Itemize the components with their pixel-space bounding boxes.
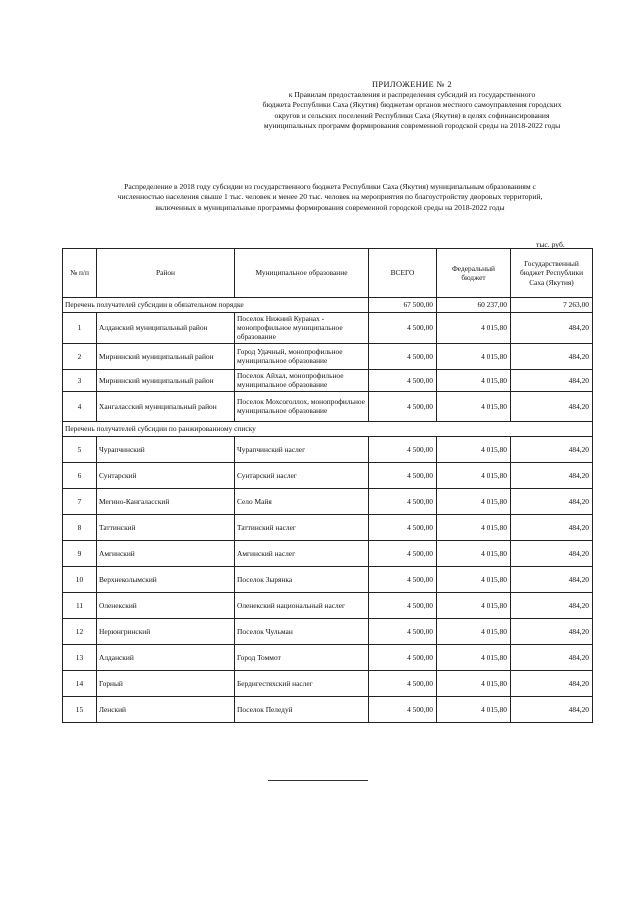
row-municipality: Поселок Чульман [235,618,369,644]
row-federal: 4 015,80 [437,343,511,369]
section-ranked-label: Перечень получателей субсидии по ранжированному списку [63,421,593,436]
row-total: 4 500,00 [369,514,437,540]
row-total: 4 500,00 [369,343,437,369]
row-federal: 4 015,80 [437,462,511,488]
section-mandatory-federal: 60 237,00 [437,298,511,313]
row-municipality: Город Удачный, монопрофильное муниципальное образование [235,343,369,369]
row-federal: 4 015,80 [437,514,511,540]
row-num: 6 [63,462,97,488]
table-row [63,696,593,722]
row-num: 8 [63,514,97,540]
row-municipality: Бердигестяхский наслег [235,670,369,696]
header-municipality: Муниципальное образование [235,249,369,298]
row-num: 14 [63,670,97,696]
table-row [63,391,593,421]
row-total: 4 500,00 [369,391,437,421]
appendix-title: ПРИЛОЖЕНИЕ № 2 [371,80,453,89]
row-district: Ленский [97,696,235,722]
row-federal: 4 015,80 [437,436,511,462]
section-mandatory-row [63,298,593,313]
table-row [63,644,593,670]
row-total: 4 500,00 [369,369,437,391]
row-district: Горный [97,670,235,696]
row-total: 4 500,00 [369,540,437,566]
appendix-line: бюджета Республики Саха (Якутия) бюджетам органов местного самоуправления городских [262,100,562,110]
appendix-line: к Правилам предоставления и распределения субсидий из государственного [288,90,536,100]
row-republic: 484,20 [511,436,593,462]
row-republic: 484,20 [511,618,593,644]
distribution-title [80,182,580,213]
row-num: 15 [63,696,97,722]
section-ranked-row [63,421,593,436]
row-federal: 4 015,80 [437,313,511,344]
row-district: Хангаласский муниципальный район [97,391,235,421]
row-federal: 4 015,80 [437,540,511,566]
row-municipality: Сунтарский наслег [235,462,369,488]
row-district: Алданский [97,644,235,670]
table-row [63,343,593,369]
row-federal: 4 015,80 [437,488,511,514]
row-republic: 484,20 [511,343,593,369]
row-num: 4 [63,391,97,421]
header-total: ВСЕГО [369,249,437,298]
row-district: Нерюнгринский [97,618,235,644]
row-num: 9 [63,540,97,566]
appendix-header [222,80,602,131]
row-num: 10 [63,566,97,592]
row-num: 5 [63,436,97,462]
row-republic: 484,20 [511,540,593,566]
row-district: Верхнеколымский [97,566,235,592]
table-row [63,488,593,514]
row-district: Таттинский [97,514,235,540]
row-federal: 4 015,80 [437,644,511,670]
row-federal: 4 015,80 [437,592,511,618]
row-district: Сунтарский [97,462,235,488]
row-total: 4 500,00 [369,566,437,592]
row-total: 4 500,00 [369,618,437,644]
row-republic: 484,20 [511,514,593,540]
row-municipality: Амгинский наслег [235,540,369,566]
row-republic: 484,20 [511,313,593,344]
units-label: тыс. руб. [536,240,565,249]
table-row [63,670,593,696]
intro-line: Распределение в 2018 году субсидии из государственного бюджета Республики Саха (Якутия) муниципальным образованиям с [124,182,536,191]
table-row [63,514,593,540]
table-row [63,566,593,592]
row-municipality: Поселок Нижний Куранах - монопрофильное муниципальное образование [235,313,369,344]
table-row [63,592,593,618]
row-num: 1 [63,313,97,344]
row-municipality: Чурапчинский наслег [235,436,369,462]
appendix-line: муниципальных программ формирования современной городской среды на 2018-2022 годы [263,120,561,130]
intro-line: численностью населения свыше 1 тыс. человек и менее 20 тыс. человек на мероприятия по благоустройству дворовых территорий, [117,192,543,202]
row-num: 11 [63,592,97,618]
row-federal: 4 015,80 [437,670,511,696]
row-district: Оленекский [97,592,235,618]
row-district: Чурапчинский [97,436,235,462]
row-municipality: Поселок Айхал, монопрофильное муниципальное образование [235,369,369,391]
header-num: № п/п [63,249,97,298]
section-mandatory-total: 67 500,00 [369,298,437,313]
row-municipality: Город Томмот [235,644,369,670]
table-row [63,436,593,462]
header-federal: Федеральный бюджет [437,249,511,298]
row-municipality: Таттинский наслег [235,514,369,540]
row-total: 4 500,00 [369,462,437,488]
row-republic: 484,20 [511,696,593,722]
intro-line: включенных в муниципальные программы формирования современной городской среды на 2018-2022 годы [155,202,505,212]
footer-rule [268,780,368,781]
row-num: 3 [63,369,97,391]
row-num: 2 [63,343,97,369]
table-row [63,540,593,566]
row-num: 7 [63,488,97,514]
header-republic: Государственный бюджет Республики Саха (Якутия) [511,249,593,298]
row-republic: 484,20 [511,644,593,670]
row-district: Мегино-Кангаласский [97,488,235,514]
row-municipality: Поселок Пеледуй [235,696,369,722]
section-mandatory-label: Перечень получателей субсидии в обязательном порядке [63,298,369,313]
row-republic: 484,20 [511,566,593,592]
row-district: Мирнинский муниципальный район [97,343,235,369]
row-municipality: Село Майя [235,488,369,514]
row-total: 4 500,00 [369,488,437,514]
row-republic: 484,20 [511,462,593,488]
row-total: 4 500,00 [369,644,437,670]
row-total: 4 500,00 [369,313,437,344]
row-republic: 484,20 [511,670,593,696]
row-municipality: Оленекский национальный наслег [235,592,369,618]
row-municipality: Поселок Зырянка [235,566,369,592]
table-row [63,618,593,644]
header-district: Район [97,249,235,298]
row-total: 4 500,00 [369,670,437,696]
row-num: 13 [63,644,97,670]
row-federal: 4 015,80 [437,566,511,592]
row-municipality: Поселок Мохсоголлох, монопрофильное муниципальное образование [235,391,369,421]
row-federal: 4 015,80 [437,618,511,644]
section-mandatory-republic: 7 263,00 [511,298,593,313]
row-federal: 4 015,80 [437,696,511,722]
table-row [63,313,593,344]
row-federal: 4 015,80 [437,369,511,391]
row-num: 12 [63,618,97,644]
row-total: 4 500,00 [369,592,437,618]
row-district: Мирнинский муниципальный район [97,369,235,391]
row-republic: 484,20 [511,488,593,514]
table-row [63,462,593,488]
table-row [63,369,593,391]
row-republic: 484,20 [511,592,593,618]
row-total: 4 500,00 [369,436,437,462]
subsidy-table [62,248,593,723]
row-republic: 484,20 [511,369,593,391]
row-district: Алданский муниципальный район [97,313,235,344]
row-total: 4 500,00 [369,696,437,722]
appendix-line: округов и сельских поселений Республики Саха (Якутия) в целях софинансирования [274,110,550,120]
row-district: Амгинский [97,540,235,566]
row-federal: 4 015,80 [437,391,511,421]
row-republic: 484,20 [511,391,593,421]
table-header-row [63,249,593,298]
